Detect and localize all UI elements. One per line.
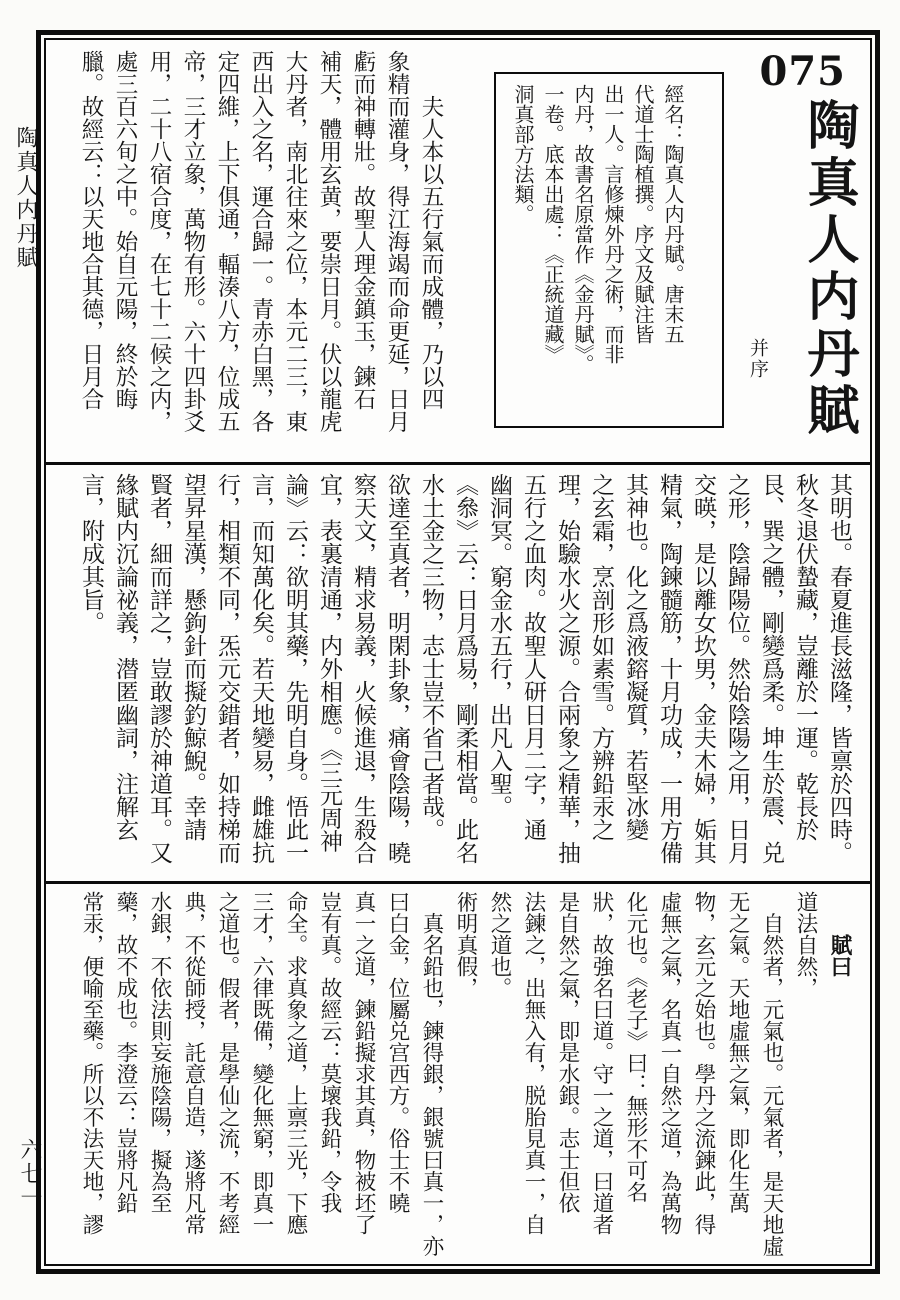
text-column: 藥，故不成也。李澄云：豈將凡鉛 — [113, 891, 138, 1214]
colophon-column: 出一人。言修煉外丹之術，而非 — [601, 84, 625, 364]
bottom-text — [46, 884, 870, 1264]
text-column: 自然者，元氣也。元氣者，是天地虛 — [759, 891, 784, 1257]
text-column: 之形，陰歸陽位。然始陰陽之用，日月 — [724, 473, 750, 864]
text-column: 秋冬退伏蟄藏，豈離於一運。乾長於 — [792, 473, 818, 841]
text-column: 言，附成其旨。 — [78, 473, 104, 634]
middle-text — [46, 465, 870, 881]
text-column: 然之道也。 — [487, 891, 512, 999]
text-column: 幽洞冥。窮金水五行，出凡入聖。 — [486, 473, 512, 818]
text-column: 術明真假， — [453, 891, 478, 999]
colophon-column: 洞真部方法類。 — [511, 84, 535, 224]
text-column: 賦曰 — [827, 891, 852, 977]
colophon-columns — [496, 74, 700, 426]
text-column: 言，而知萬化矣。若天地變易，雌雄抗 — [248, 473, 274, 864]
text-column: 是自然之氣，即是水銀。志士但依 — [555, 891, 580, 1214]
text-column: 大丹者，南北往來之位，本元二三，東 — [282, 50, 308, 433]
text-column: 西出入之名，運合歸一。青赤白黑，各 — [248, 50, 274, 433]
text-column: 帝，三才立象，萬物有形。六十四卦爻 — [180, 50, 206, 433]
text-column: 法鍊之，出無入有，脱胎見真一，自 — [521, 891, 546, 1235]
text-column: 化元也。《老子》曰：無形不可名 — [623, 891, 648, 1203]
page-frame-inner — [44, 38, 872, 1266]
volume-subtitle: 并序 — [747, 338, 769, 380]
text-column: 行，相類不同，炁元交錯者，如持梯而 — [214, 473, 240, 864]
margin-title: 陶真人内丹賦 — [13, 126, 38, 270]
text-column: 緣賦内沉論祕義，潜匿幽詞，注解玄 — [112, 473, 138, 841]
text-column: 補天，體用玄黄，要崇日月。伏以龍虎 — [316, 50, 342, 433]
text-column: 虧而神轉壯。故聖人理金鎮玉，鍊石 — [350, 50, 376, 410]
text-column: 典，不從師授，託意自造，遂將凡常 — [181, 891, 206, 1235]
text-column: 曰白金，位屬兑宫西方。俗士不曉 — [385, 891, 410, 1214]
text-column: 交暎，是以離女坎男，金夫木婦，姤其 — [690, 473, 716, 864]
page-frame — [36, 30, 880, 1274]
colophon-column: 一卷。底本出處：《正統道藏》 — [541, 84, 565, 364]
text-column: 其神也。化之爲液鎔凝質，若堅冰變 — [622, 473, 648, 841]
text-column: 狀，故強名曰道。守一之道，曰道者 — [589, 891, 614, 1235]
text-column: 无之氣。天地虛無之氣，即化生萬 — [725, 891, 750, 1214]
text-column: 理，始驗水火之源。合兩象之精華，抽 — [554, 473, 580, 864]
text-column: 道法自然， — [793, 891, 818, 999]
text-column: 臘。故經云：以天地合其德，日月合 — [78, 50, 104, 410]
text-column: 之玄霜，烹剖形如素雪。方辨鉛汞之 — [588, 473, 614, 841]
text-column: 精氣，陶鍊髓筋，十月功成，一用方備 — [656, 473, 682, 864]
text-column: 物，玄元之始也。學丹之流鍊此，得 — [691, 891, 716, 1235]
text-column: 處三百六旬之中。始自元陽，終於晦 — [112, 50, 138, 410]
text-column: 宜，表裏清通，内外相應。《三元周神 — [316, 473, 342, 853]
text-column: 之道也。假者，是學仙之流，不考經 — [215, 891, 240, 1235]
section-top — [46, 40, 870, 462]
text-column: 豈有真。故經云：莫壞我鉛，令我 — [317, 891, 342, 1214]
section-bottom — [46, 881, 870, 1264]
text-column: 常汞，便喻至藥。所以不法天地，謬 — [79, 891, 104, 1235]
colophon-column: 代道士陶植撰。序文及賦注皆 — [631, 84, 655, 344]
text-column: 其明也。春夏進長滋隆，皆禀於四時。 — [826, 473, 852, 864]
colophon-column: 内丹，故書名原當作《金丹賦》。 — [571, 84, 595, 374]
text-column: 水銀，不依法則妄施陰陽，擬為至 — [147, 891, 172, 1214]
text-column: 水土金之三物，志士豈不省己者哉。 — [418, 473, 444, 841]
text-column: 定四維，上下俱通，輻湊八方，位成五 — [214, 50, 240, 433]
folio-number: 075 — [759, 48, 846, 95]
text-column: 賢者，細而詳之，豈敢謬於神道耳。又 — [146, 473, 172, 864]
section-middle — [46, 462, 870, 881]
preface-text — [74, 50, 448, 456]
text-column: 五行之血肉。故聖人研日月二字，通 — [520, 473, 546, 841]
text-column: 虛無之氣，名真一自然之道，為萬物 — [657, 891, 682, 1235]
page-number: 六七一 — [17, 1138, 42, 1210]
text-column: 象精而灌身，得江海竭而命更延，日月 — [384, 50, 410, 433]
text-column: 真一之道，鍊鉛擬求其真，物被坯了 — [351, 891, 376, 1235]
text-column: 夫人本以五行氣而成體，乃以四 — [418, 50, 444, 410]
text-column: 望昇星漢，懸鉤針而擬釣鯨鯢。幸請 — [180, 473, 206, 841]
text-column: 用，二十八宿合度，在七十二候之内， — [146, 50, 172, 433]
text-column: 三才，六律既備，變化無窮，即真一 — [249, 891, 274, 1235]
text-column: 論》云：欲明其藥，先明自身。悟此一 — [282, 473, 308, 864]
volume-title: 陶真人内丹賦 — [798, 98, 859, 440]
text-column: 《叅》云：日月爲易，剛柔相當。此名 — [452, 473, 478, 864]
text-column: 欲達至真者，明閑卦象，痛會陰陽，曉 — [384, 473, 410, 864]
colophon-box — [494, 72, 724, 428]
text-column: 命全。求真象之道，上禀三光，下應 — [283, 891, 308, 1235]
text-column: 察天文，精求易義，火候進退，生殺合 — [350, 473, 376, 864]
text-column: 真名鉛也，鍊得銀，銀號曰真一，亦 — [419, 891, 444, 1257]
text-column: 艮、巽之體，剛變爲柔。坤生於震、兑 — [758, 473, 784, 864]
colophon-column: 經名：陶真人内丹賦。唐末五 — [661, 84, 685, 344]
